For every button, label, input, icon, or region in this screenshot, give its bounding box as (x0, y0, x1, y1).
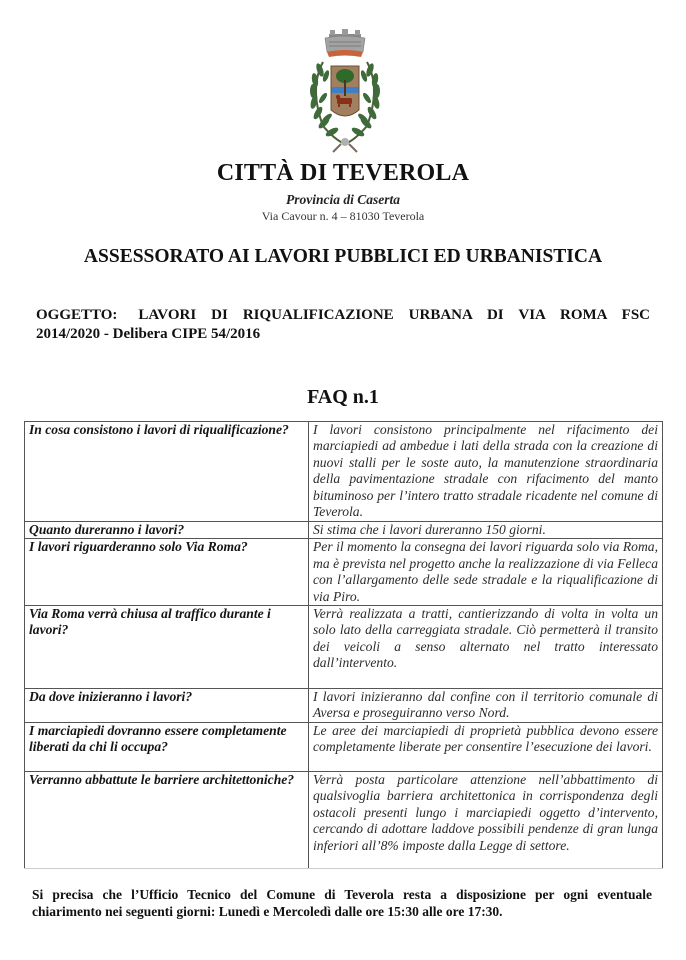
faq-question: Quanto dureranno i lavori? (25, 522, 309, 539)
faq-answer: Verrà realizzata a tratti, cantierizzando di volta in volta un solo lato della carreggiata stradale. Ciò permetterà il transito dei veicoli a senso alternato nel tratto interessato dall’intervento. (309, 606, 663, 689)
address-label: Via Cavour n. 4 – 81030 Teverola (261, 209, 425, 223)
faq-question: Verranno abbattute le barriere architettoniche? (25, 772, 309, 869)
faq-row (25, 422, 663, 522)
subject-text: LAVORI DI RIQUALIFICAZIONE URBANA DI VIA ROMA FSC (138, 307, 650, 323)
faq-title: FAQ n.1 (307, 386, 379, 408)
faq-answer: I lavori consistono principalmente nel rifacimento dei marciapiedi ad ambedue i lati della strada con la creazione di nuovi stalli per le soste auto, la manutenzione straordinaria della pavimentazione stradale con rifacimento del manto bituminoso per l’intero tratto stradale ricadente nel comune di Teverola. (309, 422, 663, 522)
department-heading: ASSESSORATO AI LAVORI PUBBLICI ED URBANISTICA (83, 246, 603, 267)
office-hours-note (32, 886, 652, 920)
faq-question: I lavori riguarderanno solo Via Roma? (25, 539, 309, 606)
faq-answer: Le aree dei marciapiedi di proprietà pubblica devono essere completamente liberate per consentire l’esecuzione dei lavori. (309, 723, 663, 772)
note-line-1: Si precisa che l’Ufficio Tecnico del Comune di Teverola resta a disposizione per ogni eventuale (32, 887, 652, 902)
subject-block (36, 306, 650, 344)
faq-answer: Verrà posta particolare attenzione nell’abbattimento di qualsivoglia barriera architettonica in corrispondenza degli ostacoli presenti lungo i marciapiedi oggetto d’intervento, cercando di adottare laddove possibili pendenze di gran lunga inferiori all’8% imposte dalla Legge di settore. (309, 772, 663, 869)
faq-answer: I lavori inizieranno dal confine con il territorio comunale di Aversa e proseguiranno verso Nord. (309, 689, 663, 723)
faq-question: In cosa consistono i lavori di riqualificazione? (25, 422, 309, 522)
faq-row (25, 522, 663, 539)
city-title: CITTÀ DI TEVEROLA (216, 160, 470, 186)
crown-icon (325, 29, 365, 57)
subject-label: OGGETTO: (36, 307, 118, 323)
note-line-2: chiarimento nei seguenti giorni: Lunedì e Mercoledì dalle ore 15:30 alle ore 17:30. (32, 904, 503, 919)
faq-question: Via Roma verrà chiusa al traffico durante i lavori? (25, 606, 309, 689)
faq-row (25, 772, 663, 869)
province-label: Provincia di Caserta (286, 192, 400, 207)
faq-row (25, 606, 663, 689)
faq-row (25, 539, 663, 606)
faq-row (25, 689, 663, 723)
faq-answer: Per il momento la consegna dei lavori riguarda solo via Roma, ma è prevista nel progetto anche la realizzazione di via Felleca con l’allargamento delle sede stradale e la riqualificazione di via Piro. (309, 539, 663, 606)
subject-line-1 (36, 306, 650, 325)
shield-icon (331, 66, 359, 116)
faq-table (24, 421, 663, 869)
faq-answer: Si stima che i lavori dureranno 150 giorni. (309, 522, 663, 539)
faq-row (25, 723, 663, 772)
subject-line-2: 2014/2020 - Delibera CIPE 54/2016 (36, 326, 261, 342)
faq-question: Da dove inizieranno i lavori? (25, 689, 309, 723)
faq-question: I marciapiedi dovranno essere completamente liberati da chi li occupa? (25, 723, 309, 772)
coat-of-arms-logo (293, 28, 397, 154)
